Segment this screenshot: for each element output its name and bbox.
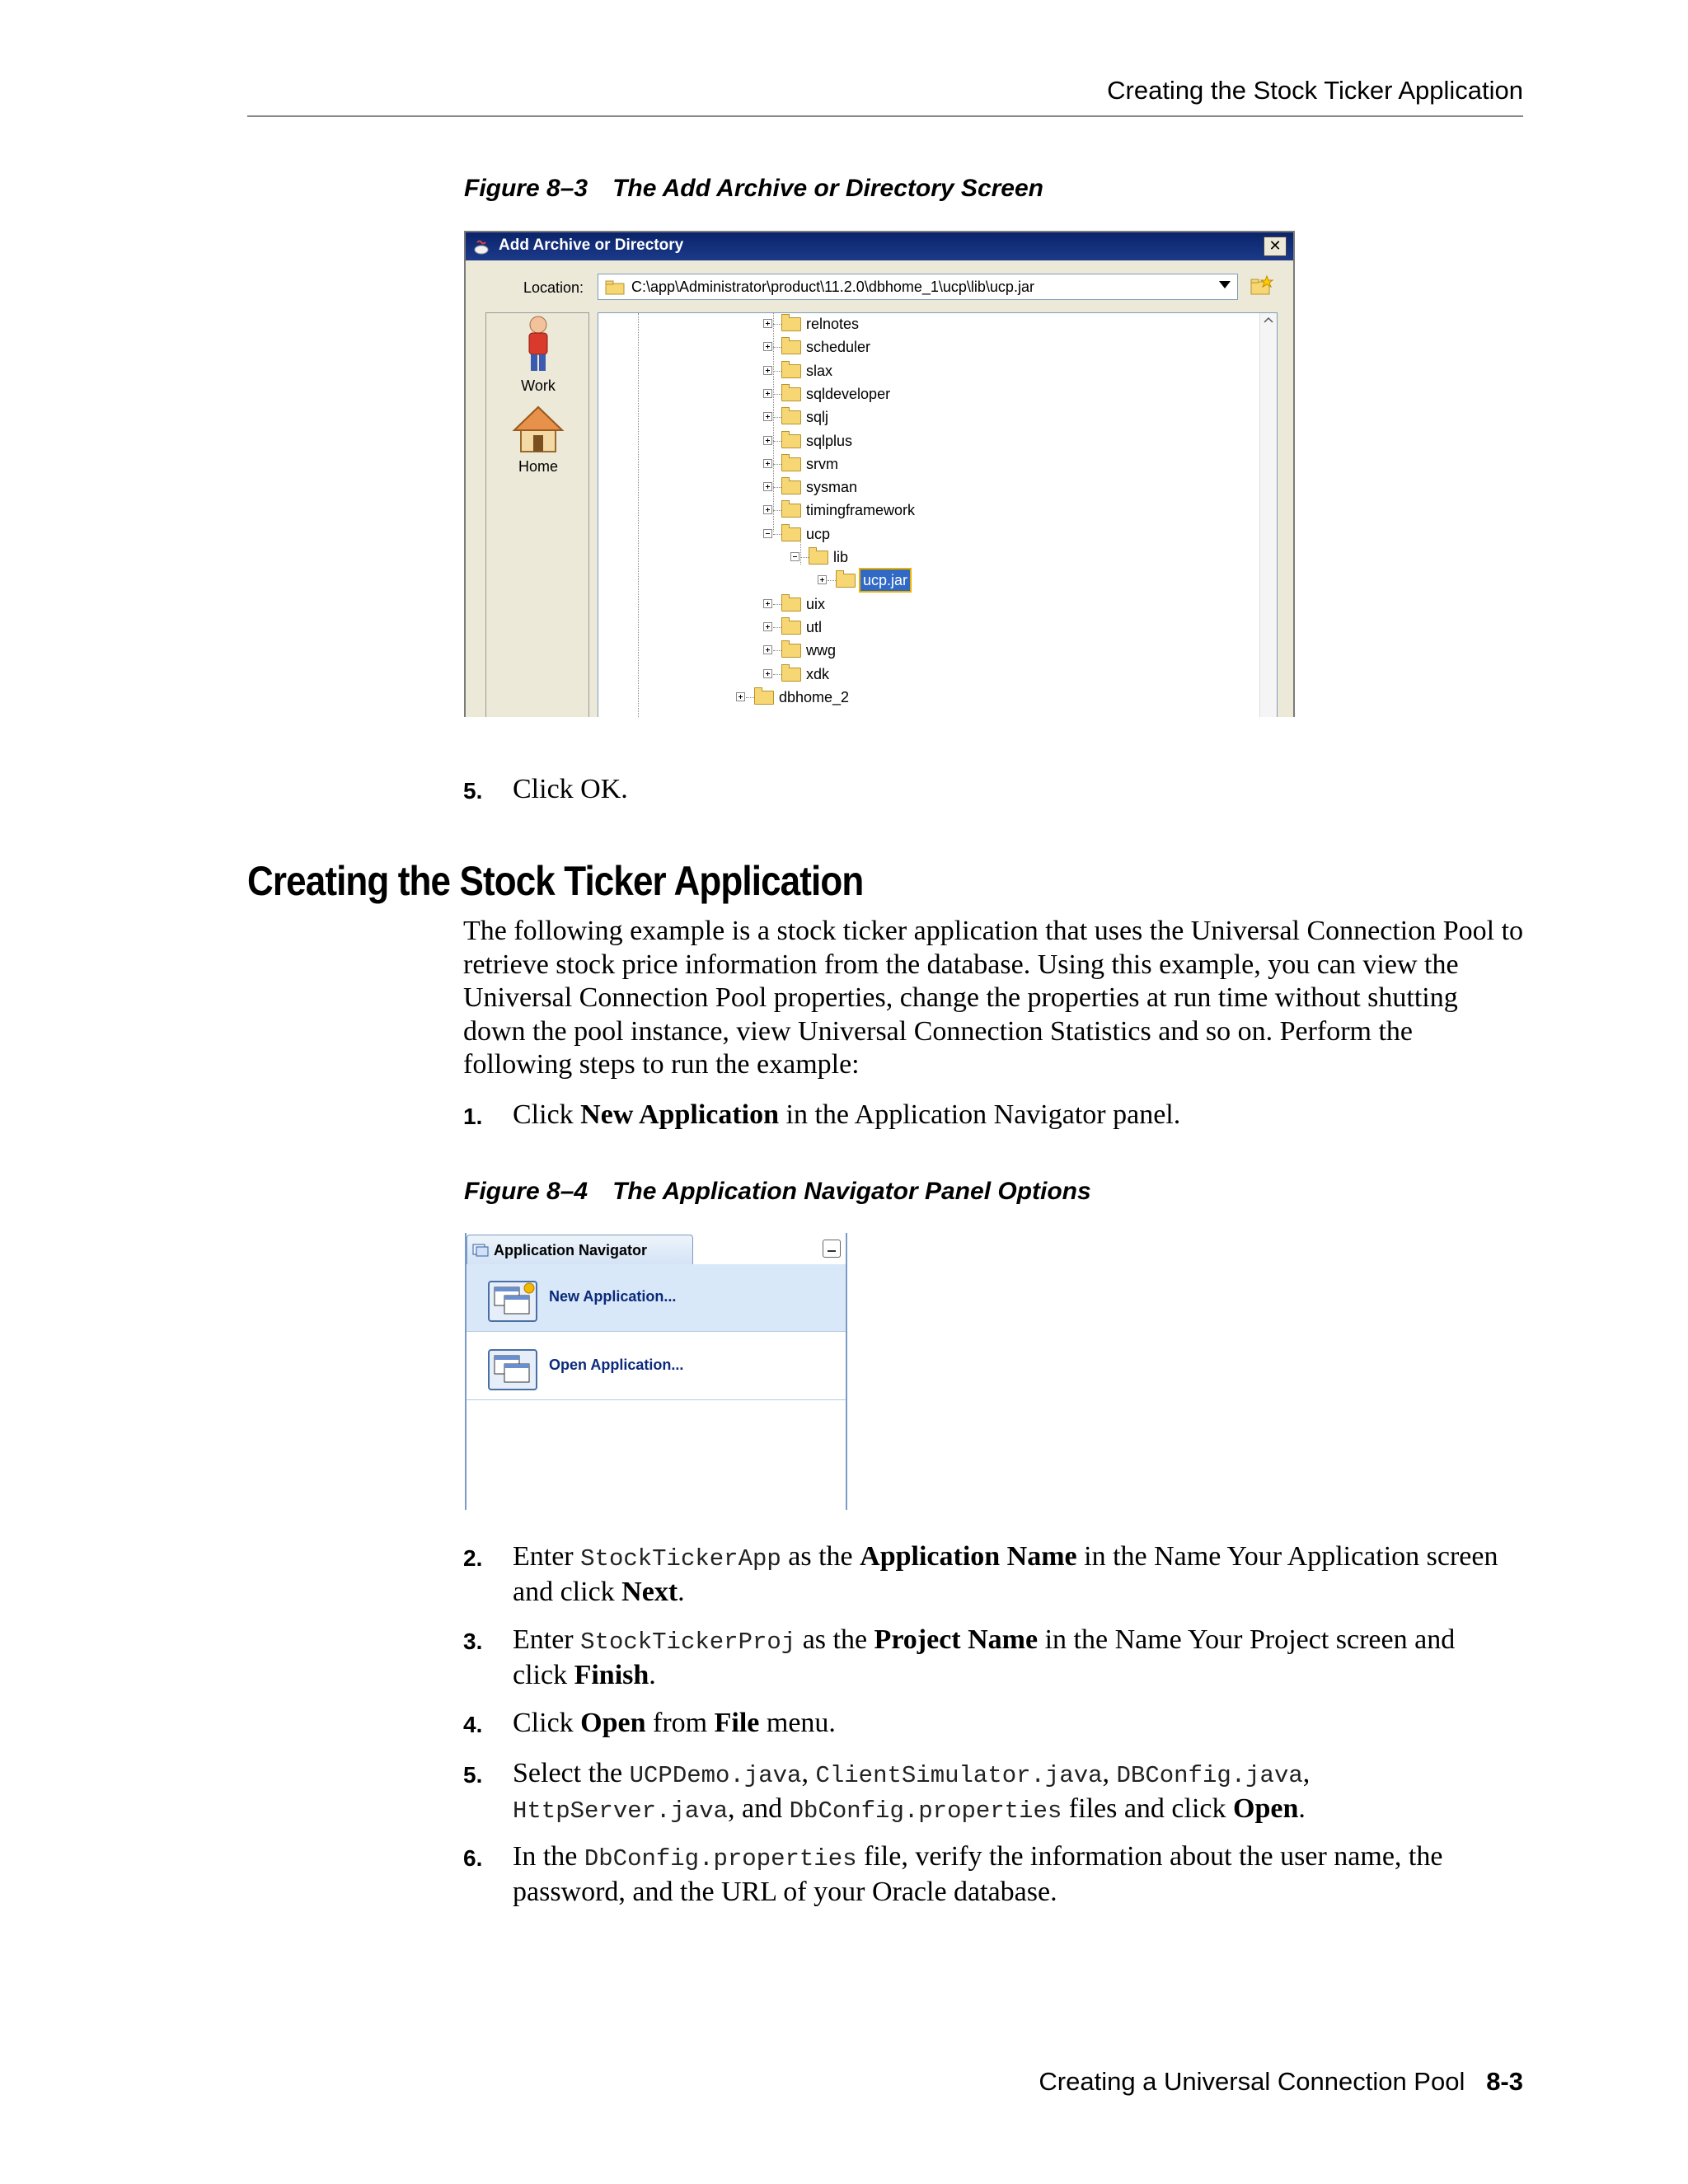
open-application-label: Open Application... xyxy=(549,1357,684,1373)
minimize-icon[interactable] xyxy=(823,1240,841,1258)
expand-icon[interactable] xyxy=(763,482,772,491)
step-click-ok xyxy=(463,773,1526,806)
step-number: 4. xyxy=(463,1712,483,1737)
folder-icon xyxy=(781,410,801,424)
code-literal: HttpServer.java xyxy=(513,1797,729,1825)
folder-icon xyxy=(836,574,856,588)
expand-icon[interactable] xyxy=(736,692,745,701)
tree-connector xyxy=(773,604,781,605)
folder-icon xyxy=(781,598,801,612)
place-home[interactable] xyxy=(486,404,590,486)
emphasis: Finish xyxy=(574,1660,649,1690)
emphasis: Open xyxy=(1233,1793,1299,1824)
step-number: 6. xyxy=(463,1845,483,1871)
tree-node-label: ucp xyxy=(806,525,831,542)
tree-connector xyxy=(773,650,781,651)
step-1 xyxy=(463,1099,1526,1132)
step-3 xyxy=(463,1624,1526,1690)
tree-connector xyxy=(773,534,781,535)
vertical-scrollbar[interactable] xyxy=(1259,313,1277,717)
tree-node-label: timingframework xyxy=(806,502,916,519)
code-literal: ClientSimulator.java xyxy=(815,1762,1103,1789)
code-literal: StockTickerProj xyxy=(580,1629,796,1656)
chevron-down-icon[interactable] xyxy=(1219,281,1231,288)
directory-tree[interactable] xyxy=(598,312,1278,717)
expand-icon[interactable] xyxy=(763,319,772,328)
tree-connector xyxy=(773,674,781,675)
figure-3-number: Figure 8–3 xyxy=(464,175,588,202)
open-application-item[interactable] xyxy=(467,1333,846,1400)
step-text: Enter StockTickerApp as the Application Name in the Name Your Application screen and click Next. xyxy=(513,1541,1498,1607)
intro-paragraph: The following example is a stock ticker application that uses the Universal Connection Pool to retrieve stock price information from the database. Using this example, you can view the Universal Connection Pool properties, change the properties at run time without shutting down the pool instance, view Universal Connection Statistics and so on. Perform the following steps to run the example: xyxy=(463,916,1524,1080)
expand-icon[interactable] xyxy=(818,575,827,584)
expand-icon[interactable] xyxy=(763,645,772,654)
emphasis: File xyxy=(714,1708,760,1738)
emphasis: Next xyxy=(621,1577,678,1607)
step-number: 5. xyxy=(463,1762,483,1788)
step-text: Click OK. xyxy=(513,774,628,804)
step-text: In the DbConfig.properties file, verify the information about the user name, the password, and the URL of your Oracle database. xyxy=(513,1841,1443,1907)
tree-node-label: lib xyxy=(833,549,849,565)
step-text: Click Open from File menu. xyxy=(513,1708,836,1738)
places-bar xyxy=(485,312,589,717)
step-number: 2. xyxy=(463,1545,483,1571)
figure-3-title: The Add Archive or Directory Screen xyxy=(612,175,1043,202)
add-archive-dialog xyxy=(464,231,1295,717)
tree-node-label: ucp.jar xyxy=(860,569,910,591)
collapse-icon[interactable] xyxy=(763,529,772,538)
header-rule xyxy=(247,115,1523,117)
open-application-icon xyxy=(488,1349,537,1390)
place-work[interactable] xyxy=(486,313,590,404)
tree-node-label: sqldeveloper xyxy=(806,385,891,402)
code-literal: DbConfig.properties xyxy=(584,1845,857,1872)
expand-icon[interactable] xyxy=(763,389,772,398)
location-combobox[interactable] xyxy=(598,274,1238,300)
tree-connector xyxy=(773,394,781,395)
new-folder-icon[interactable] xyxy=(1249,274,1273,298)
emphasis: Open xyxy=(580,1708,646,1738)
tree-node-label: relnotes xyxy=(806,316,860,332)
tree-connector xyxy=(773,441,781,442)
chevron-up-icon[interactable] xyxy=(1264,316,1273,323)
tree-node-label: slax xyxy=(806,362,833,379)
tree-connector xyxy=(773,464,781,465)
tree-connector xyxy=(773,371,781,372)
step-5-files xyxy=(463,1757,1526,1823)
emphasis: Application Name xyxy=(860,1541,1077,1572)
running-header: Creating the Stock Ticker Application xyxy=(1107,76,1523,105)
folder-icon xyxy=(754,691,774,705)
dialog-title: Add Archive or Directory xyxy=(499,237,684,254)
code-literal: DBConfig.java xyxy=(1116,1762,1303,1789)
place-home-label: Home xyxy=(518,458,558,475)
tab-application-navigator[interactable] xyxy=(467,1235,693,1264)
expand-icon[interactable] xyxy=(763,599,772,608)
step-text: Enter StockTickerProj as the Project Name in the Name Your Project screen and click Finish. xyxy=(513,1624,1456,1690)
tree-connector xyxy=(773,324,781,325)
tree-node-label: sysman xyxy=(806,479,858,496)
page-number: 8-3 xyxy=(1486,2067,1523,2096)
step-6 xyxy=(463,1840,1526,1906)
folder-icon xyxy=(781,621,801,635)
expand-icon[interactable] xyxy=(763,436,772,445)
page-footer xyxy=(1039,2067,1523,2097)
folder-icon xyxy=(781,668,801,682)
step-text: Click New Application in the Application Navigator panel. xyxy=(513,1099,1181,1130)
close-icon[interactable]: ✕ xyxy=(1264,237,1287,256)
emphasis: New Application xyxy=(580,1099,780,1130)
folder-icon xyxy=(605,280,625,295)
tree-node-label: scheduler xyxy=(806,339,871,356)
folder-icon xyxy=(781,434,801,448)
step-text: Select the UCPDemo.java, ClientSimulator.java, DBConfig.java, HttpServer.java, and DbConfig.properties files and click Open. xyxy=(513,1758,1311,1825)
tree-connector xyxy=(773,347,781,348)
new-application-label: New Application... xyxy=(549,1288,677,1305)
tree-connector xyxy=(800,557,809,558)
figure-4-caption xyxy=(464,1178,1091,1206)
house-icon xyxy=(511,404,565,455)
tree-node-label: utl xyxy=(806,618,823,635)
navigator-tabbar xyxy=(467,1233,846,1265)
tree-node-label: dbhome_2 xyxy=(779,688,850,705)
emphasis: Project Name xyxy=(874,1624,1039,1655)
dialog-titlebar xyxy=(466,232,1293,260)
coffee-cup-icon xyxy=(472,237,490,255)
expand-icon[interactable] xyxy=(763,412,772,421)
expand-icon[interactable] xyxy=(763,622,772,631)
code-literal: DbConfig.properties xyxy=(789,1797,1062,1825)
step-4 xyxy=(463,1707,1526,1740)
step-number: 3. xyxy=(463,1629,483,1654)
tree-connector xyxy=(773,487,781,488)
tree-connector xyxy=(773,510,781,511)
new-application-icon xyxy=(488,1281,537,1322)
folder-icon xyxy=(781,387,801,401)
tree-node-label: sqlplus xyxy=(806,432,853,449)
folder-icon xyxy=(781,317,801,331)
location-label: Location: xyxy=(523,279,584,296)
folder-icon xyxy=(781,527,801,541)
section-heading: Creating the Stock Ticker Application xyxy=(247,858,864,904)
figure-4-title: The Application Navigator Panel Options xyxy=(612,1178,1091,1205)
tree-node-label: xdk xyxy=(806,665,830,682)
folder-icon xyxy=(809,551,828,565)
expand-icon[interactable] xyxy=(763,342,772,351)
code-literal: UCPDemo.java xyxy=(629,1762,802,1789)
expand-icon[interactable] xyxy=(763,366,772,375)
folder-icon xyxy=(781,457,801,471)
tree-guide-line xyxy=(773,313,774,532)
figure-4-number: Figure 8–4 xyxy=(464,1178,588,1205)
expand-icon[interactable] xyxy=(763,505,772,514)
person-icon xyxy=(519,315,557,374)
expand-icon[interactable] xyxy=(763,669,772,678)
tree-connector xyxy=(773,627,781,628)
step-2 xyxy=(463,1540,1526,1606)
tab-label: Application Navigator xyxy=(494,1242,648,1258)
folder-icon xyxy=(781,340,801,354)
tree-connector xyxy=(773,417,781,418)
code-literal: StockTickerApp xyxy=(580,1545,781,1572)
place-work-label: Work xyxy=(521,377,556,394)
folder-icon xyxy=(781,644,801,658)
tree-connector xyxy=(828,580,836,581)
tree-guide-line xyxy=(638,313,639,717)
tree-connector xyxy=(746,697,754,698)
tree-node-label: uix xyxy=(806,595,826,612)
application-navigator-panel xyxy=(465,1233,847,1510)
figure-3-caption xyxy=(464,175,1043,203)
tree-node-label: srvm xyxy=(806,455,838,472)
folder-icon xyxy=(781,504,801,518)
tree-node-label: wwg xyxy=(806,642,837,659)
step-number: 5. xyxy=(463,778,483,804)
collapse-icon[interactable] xyxy=(790,552,799,561)
folder-icon xyxy=(781,364,801,378)
folder-icon xyxy=(781,480,801,494)
footer-chapter: Creating a Universal Connection Pool xyxy=(1039,2067,1465,2096)
tree-node-label: sqlj xyxy=(806,409,829,426)
application-icon xyxy=(472,1242,489,1257)
expand-icon[interactable] xyxy=(763,459,772,468)
location-value: C:\app\Administrator\product\11.2.0\dbhome_1\ucp\lib\ucp.jar xyxy=(631,279,1034,295)
step-number: 1. xyxy=(463,1104,483,1129)
new-application-item[interactable] xyxy=(467,1264,846,1332)
